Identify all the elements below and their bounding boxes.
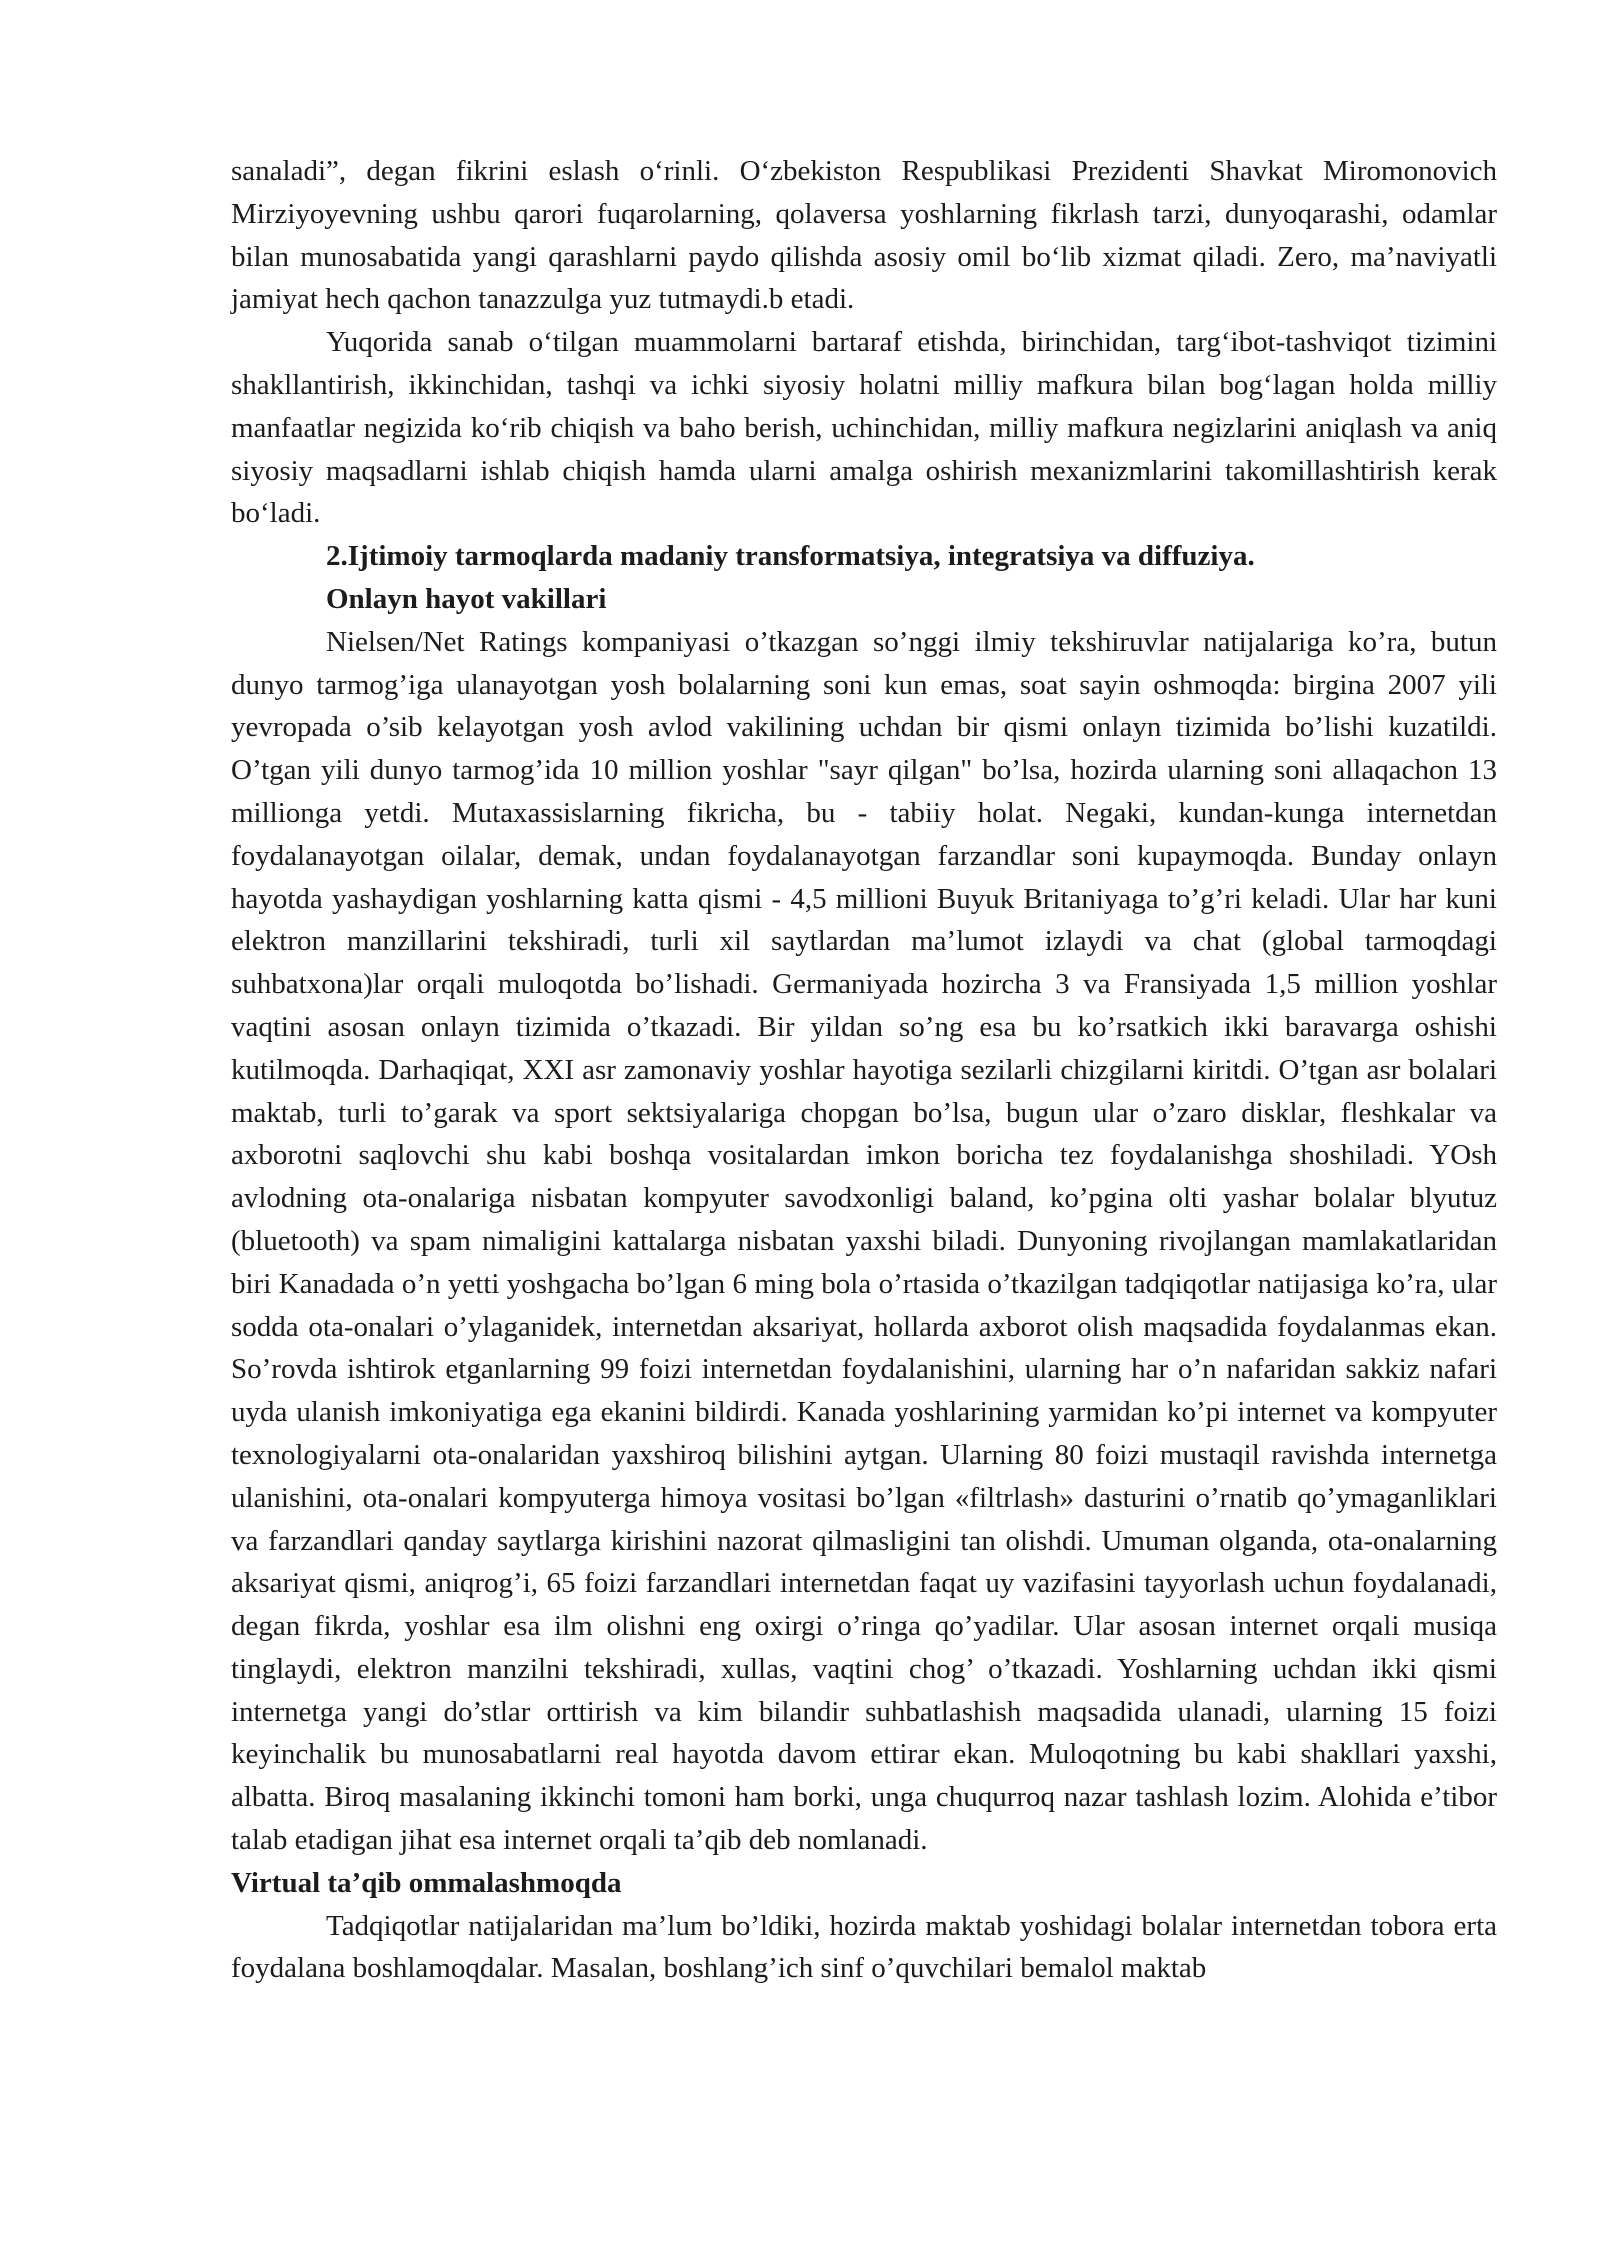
virtual-heading: Virtual ta’qib ommalashmoqda <box>231 1866 622 1899</box>
section-heading: 2.Ijtimoiy tarmoqlarda madaniy transformatsiya, integratsiya va diffuziya. <box>326 540 1255 573</box>
paragraph-2: Yuqorida sanab o‘tilgan muammolarni bartaraf etishda, birinchidan, targ‘ibot-tashviqot tizimini shakllantirish, ikkinchidan, tashqi va ichki siyosiy holatni milliy mafkura bilan bog‘lagan holda milliy manfaatlar negizida ko‘rib chiqish va baho berish, uchinchidan, milliy mafkura negizlarini aniqlash va aniq siyosiy maqsadlarni ishlab chiqish hamda ularni amalga oshirish mexanizmlarini takomillashtirish kerak bo‘ladi. <box>231 326 1497 530</box>
paragraph-1: sanaladi”, degan fikrini eslash o‘rinli. O‘zbekiston Respublikasi Prezidenti Shavkat Miromonovich Mirziyoyevning ushbu qarori fuqarolarning, qolaversa yoshlarning fikrlash tarzi, dunyoqarashi, odamlar bilan munosabatida yangi qarashlarni paydo qilishda asosiy omil bo‘lib xizmat qiladi. Zero, ma’naviyatli jamiyat hech qachon tanazzulga yuz tutmaydi.b etadi. <box>231 155 1497 316</box>
document-page <box>231 150 1497 1990</box>
paragraph-4: Tadqiqotlar natijalaridan ma’lum bo’ldiki, hozirda maktab yoshidagi bolalar internetdan tobora erta foydalana boshlamoqdalar. Masalan, boshlang’ich sinf o’quvchilari bemalol maktab <box>231 1909 1497 1985</box>
paragraph-3: Nielsen/Net Ratings kompaniyasi o’tkazgan so’nggi ilmiy tekshiruvlar natijalariga ko’ra, butun dunyo tarmog’iga ulanayotgan yosh bolalarning soni kun emas, soat sayin oshmoqda: birgina 2007 yili yevropada o’sib kelayotgan yosh avlod vakilining uchdan bir qismi onlayn tizimida bo’lishi kuzatildi. O’tgan yili dunyo tarmog’ida 10 million yoshlar "sayr qilgan" bo’lsa, hozirda ularning soni allaqachon 13 millionga yetdi. Mutaxassislarning fikricha, bu - tabiiy holat. Negaki, kundan-kunga internetdan foydalanayotgan oilalar, demak, undan foydalanayotgan farzandlar soni kupaymoqda. Bunday onlayn hayotda yashaydigan yoshlarning katta qismi - 4,5 millioni Buyuk Britaniyaga to’g’ri keladi. Ular har kuni elektron manzillarini tekshiradi, turli xil saytlardan ma’lumot izlaydi va chat (global tarmoqdagi suhbatxona)lar orqali muloqotda bo’lishadi. Germaniyada hozircha 3 va Fransiyada 1,5 million yoshlar vaqtini asosan onlayn tizimida o’tkazadi. Bir yildan so’ng esa bu ko’rsatkich ikki baravarga oshishi kutilmoqda. Darhaqiqat, XXI asr zamonaviy yoshlar hayotiga sezilarli chizgilarni kiritdi. O’tgan asr bolalari maktab, turli to’garak va sport sektsiyalariga chopgan bo’lsa, bugun ular o’zaro disklar, fleshkalar va axborotni saqlovchi shu kabi boshqa vositalardan imkon boricha tez foydalanishga shoshiladi. YOsh avlodning ota-onalariga nisbatan kompyuter savodxonligi baland, ko’pgina olti yashar bolalar blyutuz (bluetooth) va spam nimaligini kattalarga nisbatan yaxshi biladi. Dunyoning rivojlangan mamlakatlaridan biri Kanadada o’n yetti yoshgacha bo’lgan 6 ming bola o’rtasida o’tkazilgan tadqiqotlar natijasiga ko’ra, ular sodda ota-onalari o’ylaganidek, internetdan aksariyat, hollarda axborot olish maqsadida foydalanmas ekan. So’rovda ishtirok etganlarning 99 foizi internetdan foydalanishini, ularning har o’n nafaridan sakkiz nafari uyda ulanish imkoniyatiga ega ekanini bildirdi. Kanada yoshlarining yarmidan ko’pi internet va kompyuter texnologiyalarni ota-onalaridan yaxshiroq bilishini aytgan. Ularning 80 foizi mustaqil ravishda internetga ulanishini, ota-onalari kompyuterga himoya vositasi bo’lgan «filtrlash» dasturini o’rnatib qo’ymaganliklari va farzandlari qanday saytlarga kirishini nazorat qilmasligini tan olishdi. Umuman olganda, ota-onalarning aksariyat qismi, aniqrog’i, 65 foizi farzandlari internetdan faqat uy vazifasini tayyorlash uchun foydalanadi, degan fikrda, yoshlar esa ilm olishni eng oxirgi o’ringa qo’yadilar. Ular asosan internet orqali musiqa tinglaydi, elektron manzilni tekshiradi, xullas, vaqtini chog’ o’tkazadi. Yoshlarning uchdan ikki qismi internetga yangi do’stlar orttirish va kim bilandir suhbatlashish maqsadida ulanadi, ularning 15 foizi keyinchalik bu munosabatlarni real hayotda davom ettirar ekan. Muloqotning bu kabi shakllari yaxshi, albatta. Biroq masalaning ikkinchi tomoni ham borki, unga chuqurroq nazar tashlash lozim. Alohida e’tibor talab etadigan jihat esa internet orqali ta’qib deb nomlanadi. <box>231 625 1497 1857</box>
subsection-heading: Onlayn hayot vakillari <box>326 582 607 615</box>
